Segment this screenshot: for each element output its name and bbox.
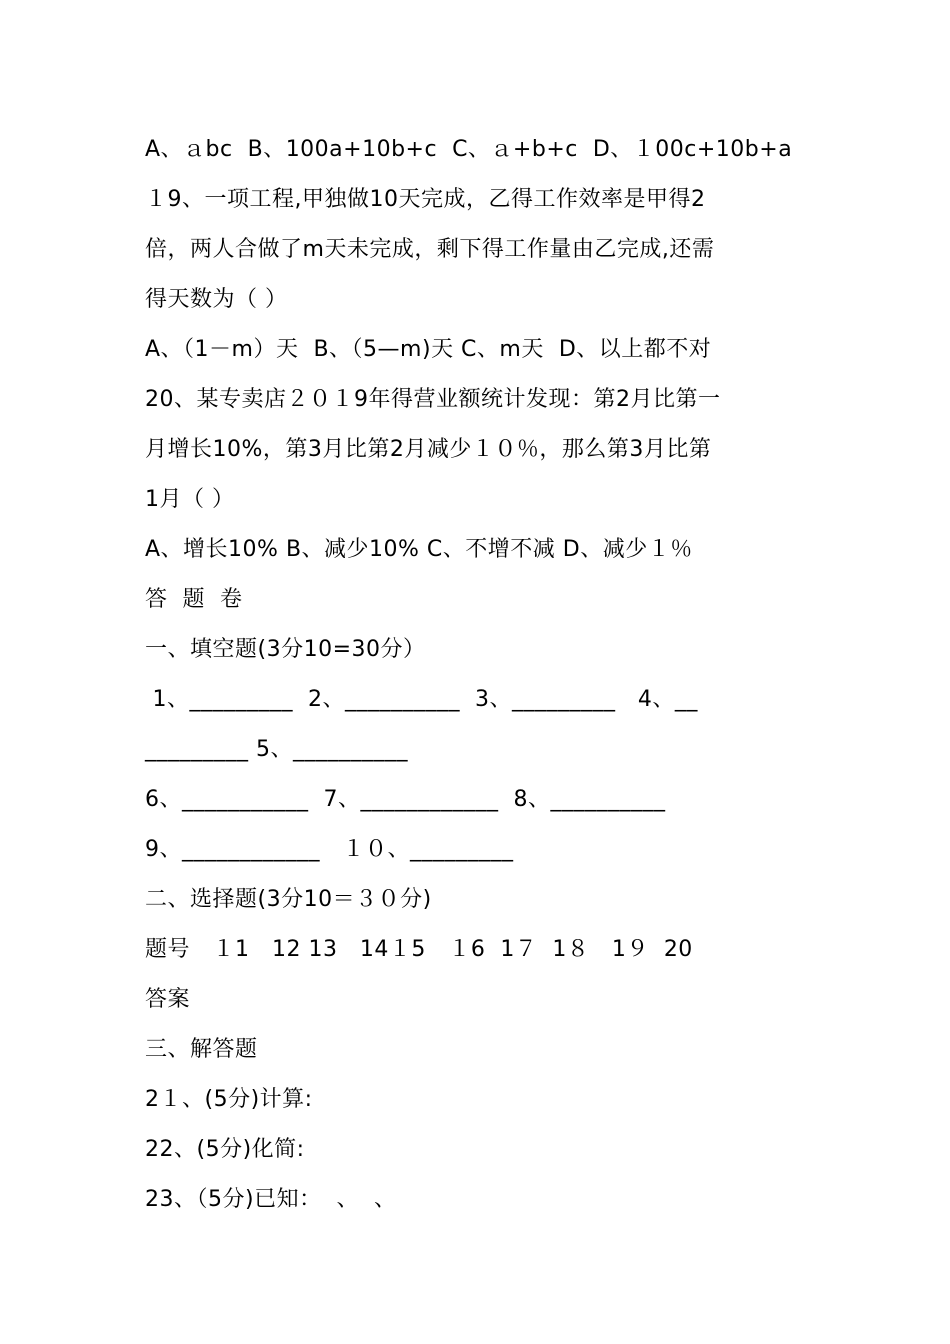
fill-in-blanks-row-4: 9、____________ １０、_________	[145, 837, 514, 862]
section-fill-in-heading: 一、填空题(3分10=30分）	[145, 637, 426, 662]
question-23: 23、（5分)已知： 、 、	[145, 1187, 397, 1212]
choice-question-numbers: 题号 １1 12 13 14１5 １6 1７ 1８ 1９ 20	[145, 937, 693, 962]
question-19-line-2: 倍，两人合做了m天未完成，剩下得工作量由乙完成,还需	[145, 237, 715, 262]
options-question-18: A、ａbc B、100a+10b+c C、ａ+b+c D、１00c+10b+a	[145, 137, 793, 162]
fill-in-blanks-row-3: 6、___________ 7、____________ 8、__________	[145, 787, 666, 812]
question-20-line-1: 20、某专卖店２０１9年得营业额统计发现：第2月比第一	[145, 387, 721, 412]
fill-in-blanks-row-1: 1、_________ 2、__________ 3、_________ 4、__	[145, 687, 698, 712]
question-21: 2１、(5分)计算:	[145, 1087, 313, 1112]
section-choice-heading: 二、选择题(3分10＝３０分)	[145, 887, 432, 912]
fill-in-blanks-row-2: _________ 5、__________	[145, 737, 408, 762]
section-solution-heading: 三、解答题	[145, 1037, 258, 1062]
question-19-line-3: 得天数为（ ）	[145, 287, 288, 312]
options-question-20: A、增长10% B、减少10% C、不增不减 D、减少１％	[145, 537, 693, 562]
question-20-line-2: 月增长10%，第3月比第2月减少１０％，那么第3月比第	[145, 437, 712, 462]
options-question-19: A、（1－m）天 B、（5—m)天 C、m天 D、以上都不对	[145, 337, 712, 362]
question-20-line-3: 1月（ ）	[145, 487, 235, 512]
choice-answer-row: 答案	[145, 987, 191, 1012]
question-19-line-1: １9、一项工程,甲独做10天完成，乙得工作效率是甲得2	[145, 187, 706, 212]
question-22: 22、(5分)化简:	[145, 1137, 305, 1162]
answer-sheet-title: 答 题 卷	[145, 587, 243, 612]
